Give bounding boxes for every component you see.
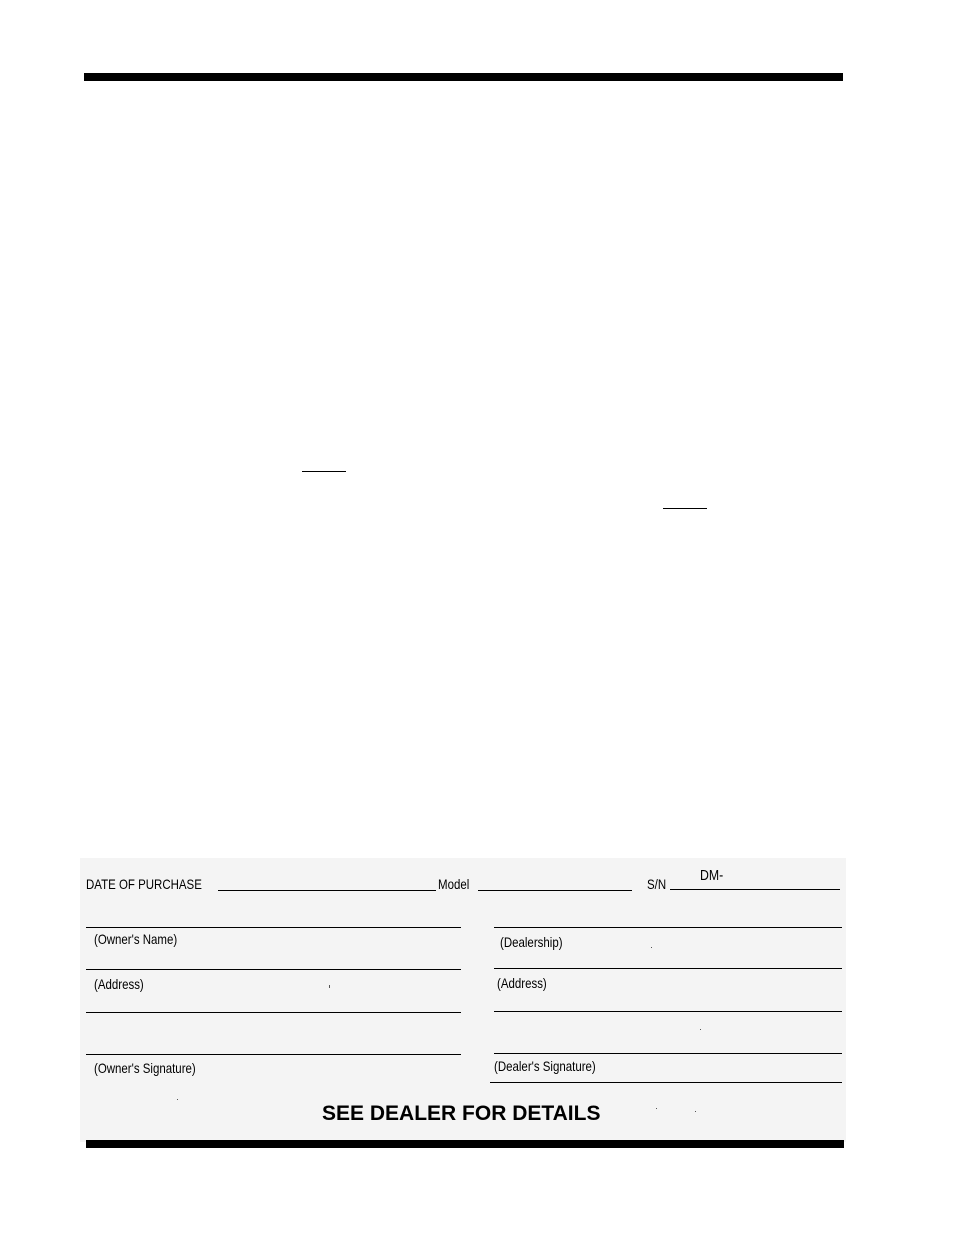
dealer-address-line2-field[interactable] (494, 1011, 842, 1012)
see-dealer-for-details: SEE DEALER FOR DETAILS (322, 1102, 601, 1125)
sn-field[interactable] (670, 889, 840, 890)
dealer-address-field[interactable] (494, 968, 842, 969)
model-field[interactable] (478, 890, 632, 891)
model-label: Model (438, 876, 470, 892)
underline-mark (663, 508, 707, 509)
underline-mark (302, 471, 346, 472)
date-of-purchase-field[interactable] (218, 890, 436, 891)
sn-prefix: DM- (700, 867, 724, 884)
sn-label: S/N (647, 876, 667, 892)
owners-signature-label: (Owner's Signature) (94, 1060, 196, 1076)
owner-address-line2-field[interactable] (86, 1012, 461, 1013)
owner-address-field[interactable] (86, 969, 461, 970)
dealership-label: (Dealership) (500, 934, 563, 950)
scan-speck (329, 985, 330, 988)
scan-speck (700, 1029, 701, 1030)
scan-speck (656, 1108, 657, 1109)
top-rule (84, 73, 843, 81)
dealership-field[interactable] (494, 927, 842, 928)
owners-name-label: (Owner's Name) (94, 931, 178, 947)
owner-address-label: (Address) (94, 976, 144, 992)
scan-speck (695, 1111, 696, 1112)
bottom-rule (86, 1140, 844, 1148)
separator-line (490, 1082, 842, 1083)
owners-name-field[interactable] (86, 927, 461, 928)
scan-speck (177, 1099, 178, 1100)
registration-form (80, 858, 846, 1142)
scan-speck (651, 947, 652, 948)
dealers-signature-label: (Dealer's Signature) (494, 1058, 596, 1074)
dealer-address-label: (Address) (497, 975, 547, 991)
dealers-signature-field[interactable] (494, 1053, 842, 1054)
date-of-purchase-label: DATE OF PURCHASE (86, 876, 202, 892)
owners-signature-field[interactable] (86, 1054, 461, 1055)
